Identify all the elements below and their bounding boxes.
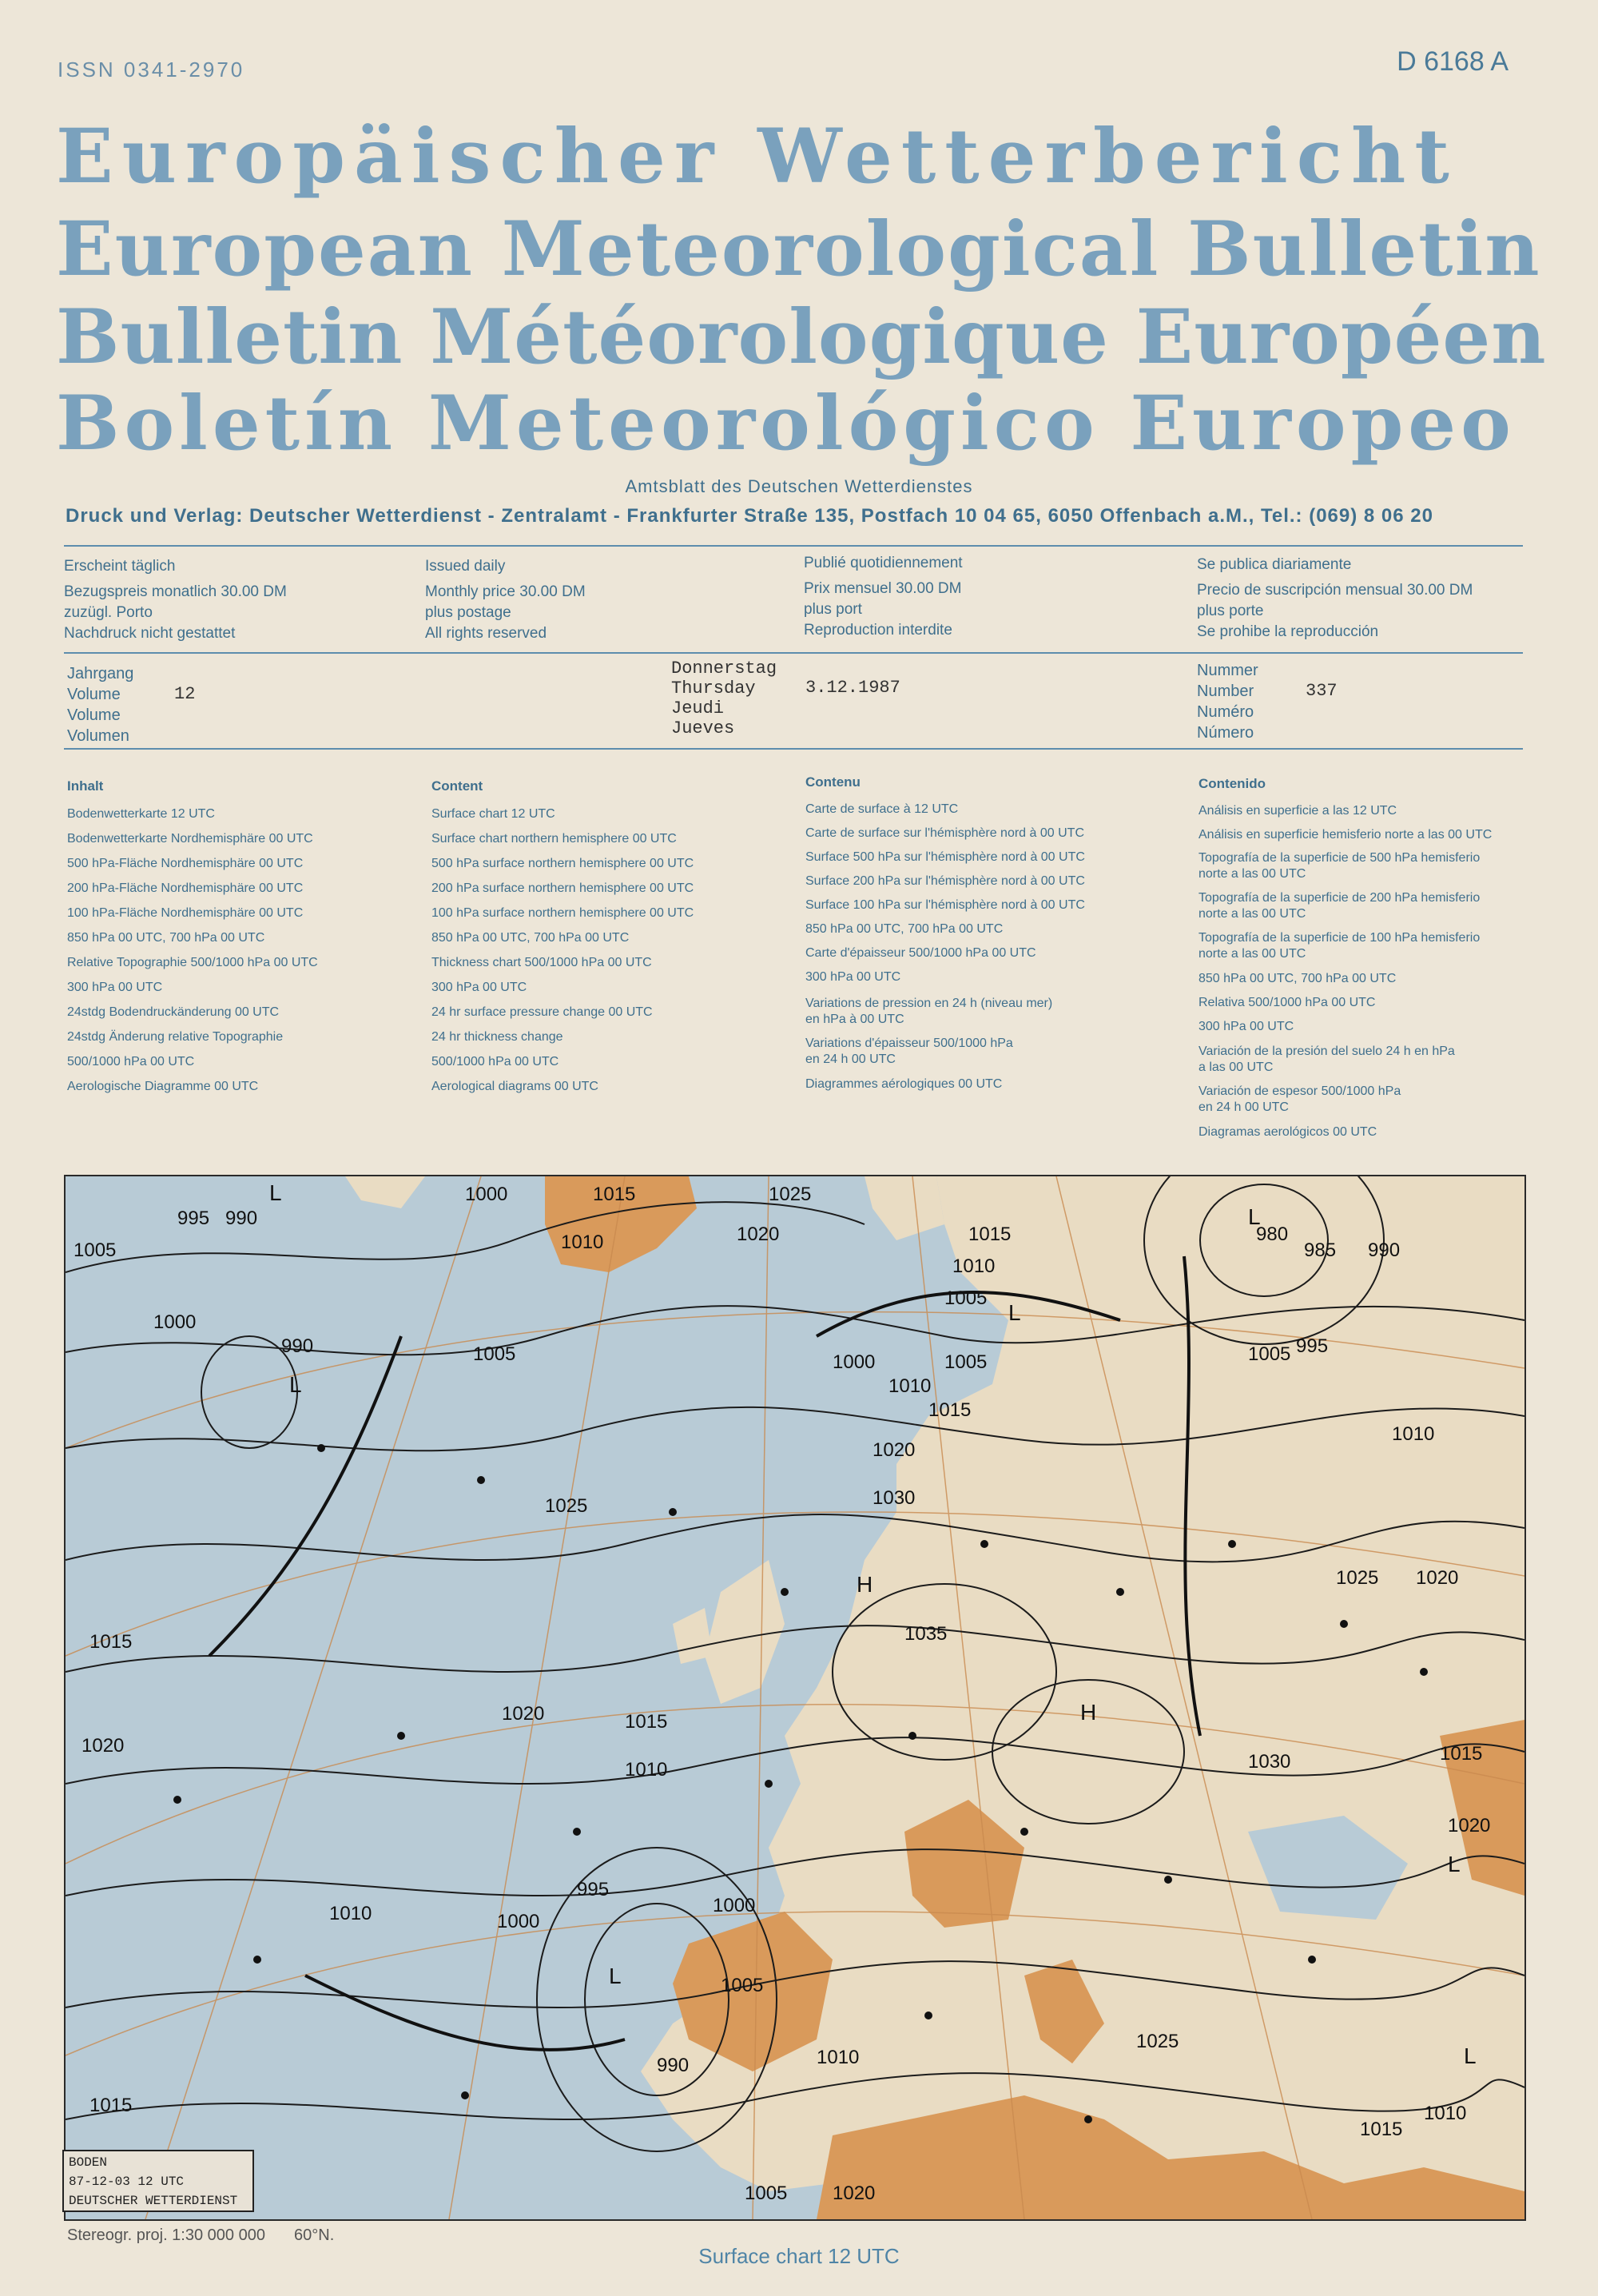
publisher-line: Druck und Verlag: Deutscher Wetterdienst - Zentralamt - Frankfurter Straße 135, Postfach 10 04 65, 6050 Offenbach a.M., Tel.: (069) 8 06 20 [66,505,1433,527]
low-centre: L [1008,1300,1021,1325]
isobar-label: 1020 [1448,1815,1491,1836]
isobar-label: 1020 [1416,1567,1459,1589]
isobar-label: 1000 [465,1184,508,1205]
isobar-label: 1020 [502,1703,545,1725]
isobar-label: 1000 [833,1351,876,1373]
isobar-label: 1015 [593,1184,636,1205]
isobar-label: 990 [281,1335,314,1357]
title-german: Europäischer Wetterbericht [56,113,1458,201]
map-projection: Stereogr. proj. 1:30 000 000 [67,2226,265,2244]
isobar-label: 1015 [89,2095,133,2116]
isobar-label: 1010 [817,2047,860,2068]
isobar-label: 1000 [713,1895,756,1916]
isobar-label: 1020 [81,1735,125,1757]
isobar-label: 990 [225,1208,258,1229]
isobar-label: 995 [177,1208,210,1229]
isobar-label: 1010 [1424,2103,1467,2124]
isobar-label: 1035 [904,1623,948,1645]
map-stamp: BODEN 87-12-03 12 UTC DEUTSCHER WETTERDIENST [62,2150,254,2212]
isobar-label: 1025 [1336,1567,1379,1589]
title-french: Bulletin Météorologique Européen [56,293,1547,381]
low-centre: L [289,1372,302,1397]
high-centre: H [857,1572,873,1597]
isobar-label: 1005 [745,2183,788,2204]
volume-value: 12 [174,684,196,704]
isobar-label: 1015 [928,1399,972,1421]
isobar-label: 1015 [968,1224,1012,1245]
isobar-label: 990 [1368,1240,1401,1261]
isobar-label: 1010 [329,1903,372,1924]
isobar-label: 1020 [737,1224,780,1245]
isobar-label: 1010 [561,1232,604,1253]
publication-info-german: Erscheint täglich Bezugspreis monatlich 30.00 DM zuzügl. Porto Nachdruck nicht gestattet [64,558,287,642]
issue-date: 3.12.1987 [805,678,900,698]
isobar-label: 1020 [833,2183,876,2204]
isobar-label: 1025 [769,1184,812,1205]
isobar-label: 1015 [1440,1743,1483,1765]
isobar-label: 1010 [952,1255,996,1277]
divider [64,545,1523,547]
publication-info-english: Issued daily Monthly price 30.00 DM plus postage All rights reserved [425,558,586,642]
publication-code: D 6168 A [1397,46,1509,77]
isobar-label: 995 [577,1879,610,1900]
publication-info-spanish: Se publica diariamente Precio de suscripción mensual 30.00 DM plus porte Se prohibe la reproducción [1197,556,1473,640]
isobar-label: 1000 [153,1311,197,1333]
publication-info-french: Publié quotidiennement Prix mensuel 30.00 DM plus port Reproduction interdite [804,555,963,639]
isobar-label: 1005 [944,1351,988,1373]
isobar-label: 1010 [888,1375,932,1397]
isobar-label: 1005 [74,1240,117,1261]
isobar-label: 1005 [944,1287,988,1309]
isobar-label: 985 [1304,1240,1337,1261]
high-centre: H [1080,1700,1097,1725]
isobar-label: 1030 [873,1487,916,1509]
divider [64,652,1523,654]
low-centre: L [269,1180,282,1205]
weekday-labels: Donnerstag Thursday Jeudi Jueves [671,659,777,738]
isobar-label: 995 [1296,1335,1329,1357]
isobar-label: 1015 [1360,2119,1403,2140]
isobar-label: 1000 [497,1911,540,1932]
isobar-label: 1015 [625,1711,668,1733]
number-value: 337 [1306,681,1338,701]
official-gazette-line: Amtsblatt des Deutschen Wetterdienstes [625,476,973,496]
isobar-label: 1005 [473,1343,516,1365]
volume-labels: Jahrgang Volume Volume Volumen [67,665,134,745]
map-latitude: 60°N. [294,2226,335,2244]
title-spanish: Boletín Meteorológico Europeo [56,380,1516,468]
surface-weather-map [64,1175,1526,2221]
low-centre: L [1248,1204,1261,1229]
low-centre: L [1464,2043,1477,2068]
isobar-label: 1025 [1136,2031,1179,2052]
isobar-label: 1025 [545,1495,588,1517]
weather-map-svg [66,1176,1524,2219]
issn-number: ISSN 0341-2970 [58,58,245,82]
title-english: European Meteorological Bulletin [56,205,1541,293]
contents-spanish: Contenido Análisis en superficie a las 12 UTC Análisis en superficie hemisferio norte a las 00 UTC Topografía de la superficie de 500 hPa hemisferio norte a las 00 UTC Topografía de la superficie de 200 hPa hemisferio norte a las 00 UTC Topografía de la superficie de 100 hPa hemisferio norte a las 00 UTC 850 hPa 00 UTC, 700 hPa 00 UTC Relativa 500/1000 hPa 00 UTC 300 hPa 00 UTC Variación de la presión del suelo 24 h en hPa a las 00 UTC Variación de espesor 500/1000 hPa en 24 h 00 UTC Diagramas aerológicos 00 UTC [1198,776,1493,1139]
divider [64,748,1523,750]
contents-french: Contenu Carte de surface à 12 UTC Carte de surface sur l'hémisphère nord à 00 UTC Surface 500 hPa sur l'hémisphère nord à 00 UTC Surface 200 hPa sur l'hémisphère nord à 00 UTC Surface 100 hPa sur l'hémisphère nord à 00 UTC 850 hPa 00 UTC, 700 hPa 00 UTC Carte d'épaisseur 500/1000 hPa 00 UTC 300 hPa 00 UTC Variations de pression en 24 h (niveau mer) en hPa à 00 UTC Variations d'épaisseur 500/1000 hPa en 24 h 00 UTC Diagrammes aérologiques 00 UTC [805,774,1085,1091]
number-labels: Nummer Number Numéro Número [1197,662,1258,742]
isobar-label: 1030 [1248,1751,1291,1773]
isobar-label: 1020 [873,1439,916,1461]
low-centre: L [1448,1852,1461,1876]
isobar-label: 1005 [721,1975,764,1996]
contents-english: Content Surface chart 12 UTC Surface chart northern hemisphere 00 UTC 500 hPa surface northern hemisphere 00 UTC 200 hPa surface northern hemisphere 00 UTC 100 hPa surface northern hemisphere 00 UTC 850 hPa 00 UTC, 700 hPa 00 UTC Thickness chart 500/1000 hPa 00 UTC 300 hPa 00 UTC 24 hr surface pressure change 00 UTC 24 hr thickness change 500/1000 hPa 00 UTC Aerological diagrams 00 UTC [431,778,694,1093]
low-centre: L [609,1964,622,1988]
isobar-label: 980 [1256,1224,1289,1245]
contents-german: Inhalt Bodenwetterkarte 12 UTC Bodenwetterkarte Nordhemisphäre 00 UTC 500 hPa-Fläche Nordhemisphäre 00 UTC 200 hPa-Fläche Nordhemisphäre 00 UTC 100 hPa-Fläche Nordhemisphäre 00 UTC 850 hPa 00 UTC, 700 hPa 00 UTC Relative Topographie 500/1000 hPa 00 UTC 300 hPa 00 UTC 24stdg Bodendruckänderung 00 UTC 24stdg Änderung relative Topographie 500/1000 hPa 00 UTC Aerologische Diagramme 00 UTC [67,778,318,1093]
isobar-label: 990 [657,2055,690,2076]
isobar-label: 1005 [1248,1343,1291,1365]
isobar-label: 1010 [625,1759,668,1781]
isobar-label: 1010 [1392,1423,1435,1445]
isobar-label: 1015 [89,1631,133,1653]
map-caption: Surface chart 12 UTC [698,2244,900,2268]
